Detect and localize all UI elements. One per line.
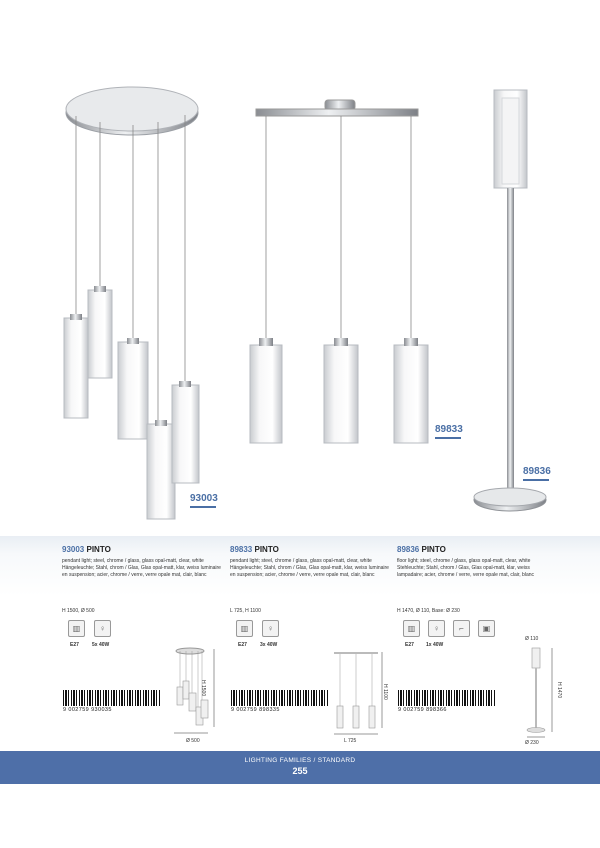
- product-89836: [397, 544, 557, 579]
- lamp-89836: [474, 90, 546, 511]
- product-description: floor light; steel, chrome / glass, glass opal-matt, clear, white Stehleuchte; Stahl, chrom / Glas, Glas opal-matt, klar, weiss lampadaire; acier, chrome / verre, verre opale mat, clair, blanc: [397, 558, 535, 578]
- wattage-label: 5x 40W: [92, 642, 110, 648]
- foot-switch-icon: ⌐: [453, 620, 470, 637]
- product-description: pendant light; steel, chrome / glass, glass opal-matt, clear, white Hängeleuchte; Stahl, chrom / Glas, Glas opal-matt, klar, weiss luminaire en suspension; acier, chrome / verre, verre opale mat, clair, blanc: [62, 558, 221, 578]
- bulb-icon: ♀: [94, 620, 111, 637]
- barcode-number: 9 002759 898366: [398, 707, 447, 713]
- socket-icon: ▥: [403, 620, 420, 637]
- page-footer: [0, 751, 600, 784]
- bulb-icon: ♀: [262, 620, 279, 637]
- dim-base: Ø 230: [525, 740, 539, 746]
- dim-height: H 1470: [556, 682, 562, 699]
- page-number: 255: [292, 766, 308, 776]
- barcode: [398, 690, 496, 706]
- wattage-label: 1x 40W: [426, 642, 444, 648]
- photo-label-93003: 93003: [190, 493, 218, 508]
- dim-top: Ø 110: [525, 636, 539, 642]
- socket-icon: ▥: [236, 620, 253, 637]
- barcode-number: 9 002759 930035: [63, 707, 112, 713]
- product-dimensions: H 1500, Ø 500: [62, 608, 95, 614]
- lamp-93003: [64, 87, 199, 519]
- product-dimensions: L 725, H 1100: [230, 608, 261, 614]
- product-description: pendant light; steel, chrome / glass, glass opal-matt, clear, white Hängeleuchte; Stahl, chrom / Glas, Glas opal-matt, klar, weiss luminaire en suspension; acier, chrome / verre, verre opale mat, clair, blanc: [230, 558, 389, 578]
- socket-label: E27: [238, 642, 247, 648]
- footer-section: LIGHTING FAMILIES / STANDARD: [244, 757, 356, 764]
- product-93003: [62, 544, 222, 579]
- product-title: 89833 PINTO: [230, 545, 279, 554]
- photo-label-89836: 89836: [523, 466, 551, 481]
- socket-label: E27: [70, 642, 79, 648]
- barcode: [63, 690, 161, 706]
- socket-label: E27: [405, 642, 414, 648]
- dim-width: L 725: [344, 738, 357, 744]
- bulb-icon: ♀: [428, 620, 445, 637]
- socket-icon: ▥: [68, 620, 85, 637]
- protection-class-icon: ▣: [478, 620, 495, 637]
- dim-height: H 1100: [382, 684, 388, 700]
- product-title: 89836 PINTO: [397, 545, 446, 554]
- product-title: 93003 PINTO: [62, 545, 111, 554]
- photo-label-89833: 89833: [435, 424, 463, 439]
- barcode-number: 9 002759 898335: [231, 707, 280, 713]
- lamp-89833: [250, 100, 428, 443]
- dim-height: H 1500: [200, 680, 206, 697]
- dimension-drawing-93003: [168, 645, 223, 740]
- product-89833: [230, 544, 390, 579]
- product-dimensions: H 1470, Ø 110, Base: Ø 230: [397, 608, 460, 614]
- dim-width: Ø 500: [186, 738, 200, 744]
- wattage-label: 3x 40W: [260, 642, 278, 648]
- barcode: [231, 690, 329, 706]
- dimension-drawing-89833: [330, 648, 390, 740]
